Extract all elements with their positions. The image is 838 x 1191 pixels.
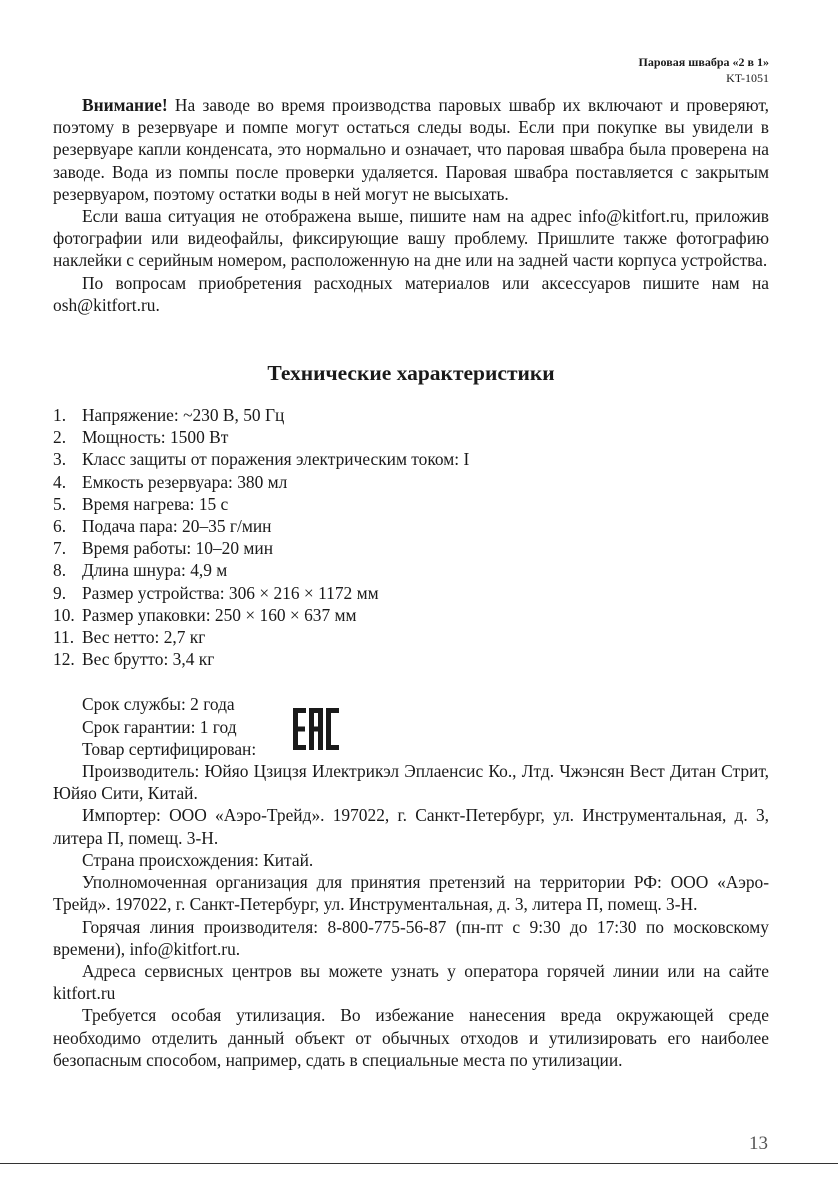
section-title-specs: Технические характеристики (267, 361, 555, 386)
certified-label: Товар сертифицирован: (82, 738, 257, 759)
service-centers-info: Адреса сервисных центров вы можете узнать у оператора горячей линии или на сайте kitfort.ru (53, 960, 769, 1004)
spec-item (53, 493, 769, 515)
spec-text: Подача пара: 20–35 г/мин (82, 516, 272, 537)
spec-number: 8. (53, 560, 67, 581)
spec-item (53, 404, 769, 426)
spec-item (53, 626, 769, 648)
service-life: Срок службы: 2 года (82, 694, 235, 715)
spec-number: 3. (53, 449, 67, 470)
spec-number: 10. (53, 604, 75, 625)
spec-text: Напряжение: ~230 В, 50 Гц (82, 405, 285, 426)
paragraph-attention (53, 94, 769, 205)
spec-number: 1. (53, 405, 67, 426)
spec-text: Вес брутто: 3,4 кг (82, 649, 215, 670)
spec-number: 2. (53, 427, 67, 448)
spec-item (53, 559, 769, 581)
spec-item (53, 537, 769, 559)
spec-text: Длина шнура: 4,9 м (82, 560, 228, 581)
spec-item (53, 471, 769, 493)
spec-item (53, 515, 769, 537)
spec-number: 4. (53, 471, 67, 492)
header-product-name: Паровая швабра «2 в 1» (638, 55, 769, 69)
spec-text: Время работы: 10–20 мин (82, 538, 273, 559)
warranty-period: Срок гарантии: 1 год (82, 716, 237, 737)
page-header (639, 54, 769, 86)
spec-number: 9. (53, 582, 67, 603)
page-content (53, 94, 769, 1071)
paragraph-contact-info: Если ваша ситуация не отображена выше, пишите нам на адрес info@kitfort.ru, приложив фотографии или видеофайлы, фиксирующие вашу проблему. Пришлите также фотографию наклейки с серийным номером, расположенную на дне или на задней части корпуса устройства. (53, 206, 769, 271)
spec-text: Вес нетто: 2,7 кг (82, 627, 206, 648)
country-of-origin: Страна происхождения: Китай. (82, 849, 314, 870)
disposal-info: Требуется особая утилизация. Во избежание нанесения вреда окружающей среде необходимо отделить данный объект от обычных отходов и утилизировать его наиболее безопасным способом, например, сдать в специальные места по утилизации. (53, 1005, 769, 1070)
spec-item (53, 582, 769, 604)
spacer (53, 670, 769, 693)
spec-number: 11. (53, 627, 75, 648)
spec-item (53, 604, 769, 626)
importer-info: Импортер: ООО «Аэро-Трейд». 197022, г. Санкт-Петербург, ул. Инструментальная, д. 3, литера П, помещ. 3-Н. (53, 805, 769, 848)
paragraph-accessories: По вопросам приобретения расходных материалов или аксессуаров пишите нам на osh@kitfort.ru. (53, 272, 769, 315)
spec-number: 7. (53, 538, 67, 559)
spec-item (53, 426, 769, 448)
authorized-organization: Уполномоченная организация для принятия претензий на территории РФ: ООО «Аэро-Трейд». 197022, г. Санкт-Петербург, ул. Инструментальная, д. 3, литера П, помещ. 3-Н. (53, 872, 769, 915)
spec-number: 6. (53, 516, 67, 537)
specs-list (53, 404, 769, 670)
spec-number: 5. (53, 493, 67, 514)
spec-text: Размер устройства: 306 × 216 × 1172 мм (82, 582, 379, 603)
spec-text: Мощность: 1500 Вт (82, 427, 229, 448)
eac-mark-icon (291, 704, 341, 754)
spec-item (53, 448, 769, 470)
spec-text: Емкость резервуара: 380 мл (82, 471, 288, 492)
attention-text: На заводе во время производства паровых швабр их включают и проверяют, поэтому в резервуаре и помпе могут остаться следы воды. Если при покупке вы увидели в резервуаре капли конденсата, это нормально и означает, что паровая швабра была проверена на заводе. Вода из помпы после проверки удаляется. Паровая швабра поставляется с закрытым резервуаром, поэтому остатки воды в ней могут не высыхать. (53, 95, 769, 204)
manufacturer-info: Производитель: Юйяо Цзицзя Илектрикэл Эплаенсис Ко., Лтд. Чжэнсян Вест Дитан Стрит, Юйяо Сити, Китай. (53, 761, 769, 804)
spec-item (53, 648, 769, 670)
page-number: 13 (749, 1133, 768, 1154)
spec-number: 12. (53, 649, 75, 670)
attention-lead: Внимание! (82, 95, 168, 115)
bottom-divider (0, 1163, 838, 1164)
header-model-number: KT-1051 (726, 71, 769, 85)
spec-text: Время нагрева: 15 с (82, 493, 229, 514)
spec-text: Размер упаковки: 250 × 160 × 637 мм (82, 604, 357, 625)
spec-text: Класс защиты от поражения электрическим током: I (82, 449, 470, 470)
certification-line (53, 738, 769, 760)
hotline-info: Горячая линия производителя: 8-800-775-56-87 (пн-пт с 9:30 до 17:30 по московскому времени), info@kitfort.ru. (53, 916, 769, 959)
